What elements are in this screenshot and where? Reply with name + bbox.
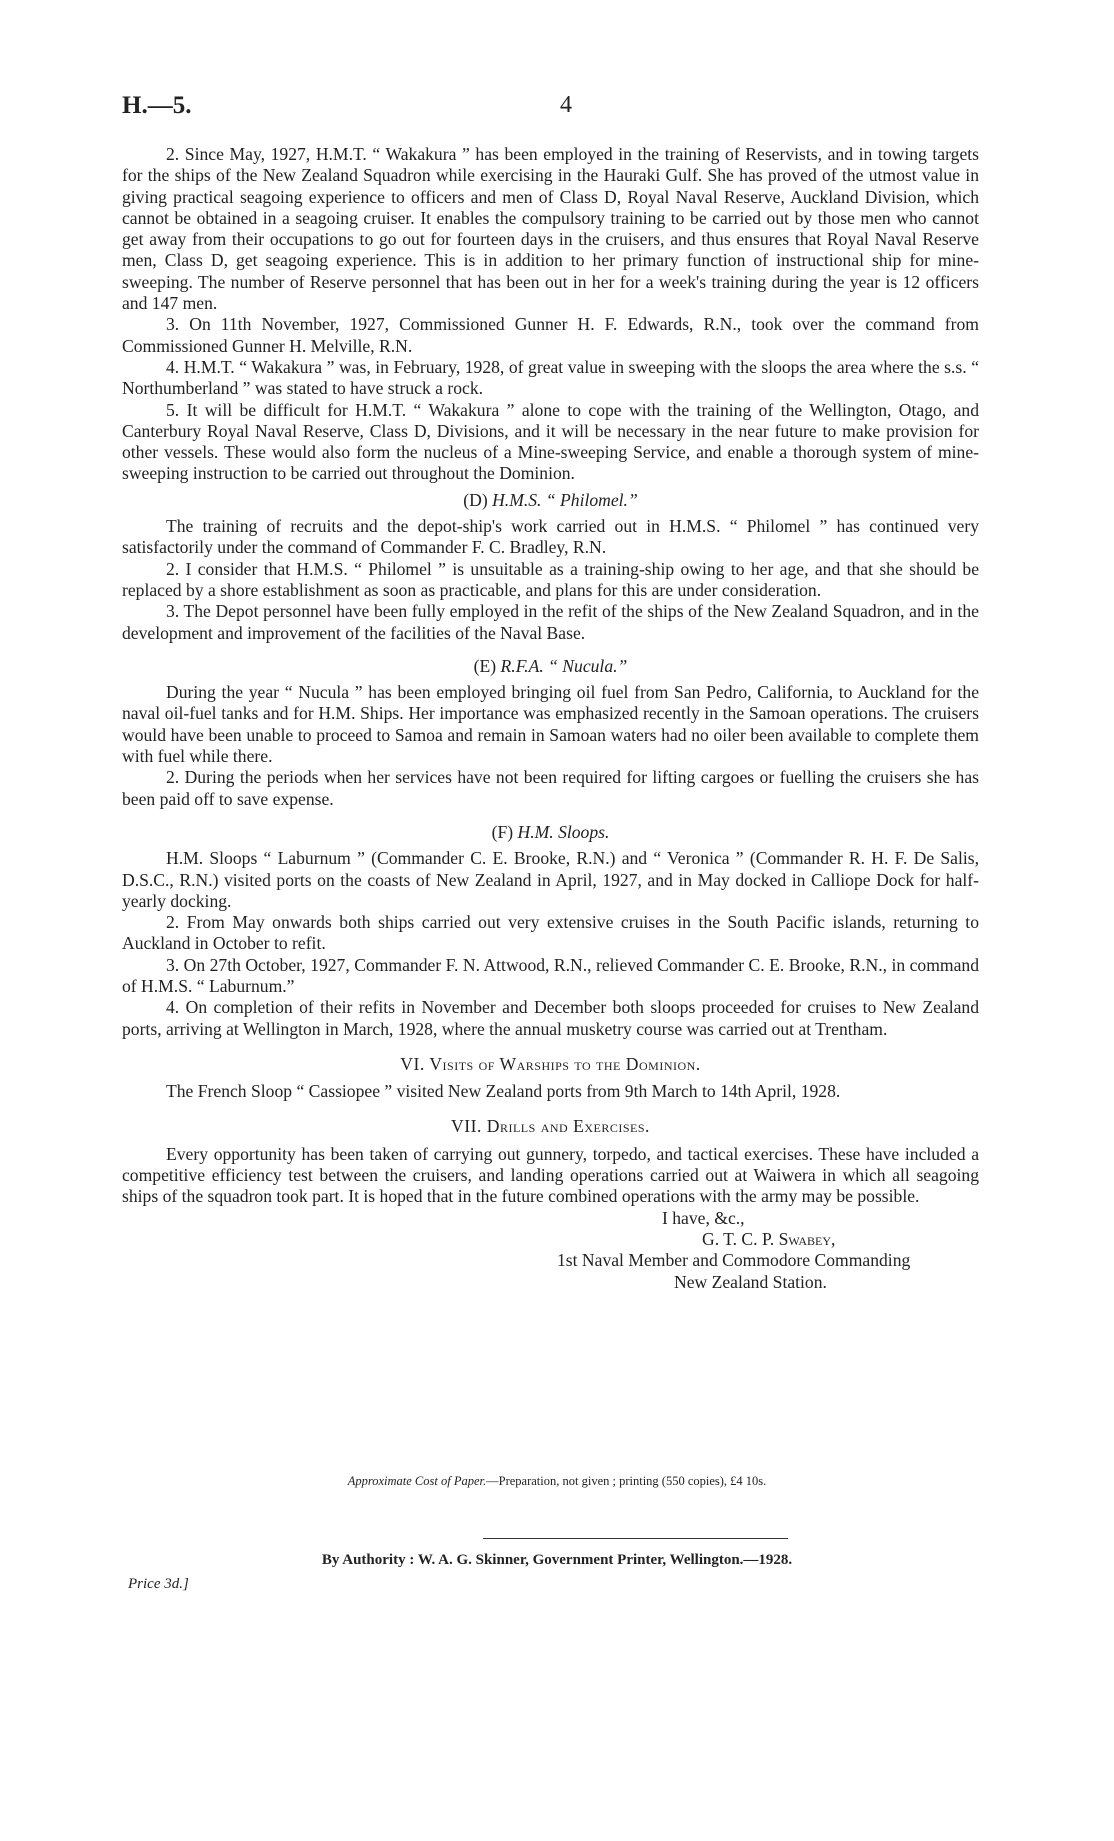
heading-title: R.F.A. “ Nucula.” <box>500 655 628 676</box>
document-body <box>122 144 979 1293</box>
authority-label: By Authority : <box>321 1552 415 1568</box>
heading-prefix: (F) <box>491 821 514 842</box>
paragraph: 4. H.M.T. “ Wakakura ” was, in February, 1928, of great value in sweeping with the sloops the area where the s.s. “ Northumberland ” was stated to have struck a rock. <box>122 356 979 399</box>
signature-greeting: I have, &c., <box>662 1207 745 1228</box>
paragraph: 3. On 27th October, 1927, Commander F. N. Attwood, R.N., relieved Commander C. E. Brooke, R.N., in command of H.M.S. “ Laburnum.” <box>122 954 979 996</box>
cost-note <box>0 1474 1114 1489</box>
heading-title: H.M. Sloops. <box>517 821 610 842</box>
paragraph: 2. From May onwards both ships carried out very extensive cruises in the South Pacific islands, returning to Auckland in October to refit. <box>122 912 979 954</box>
paragraph: H.M. Sloops “ Laburnum ” (Commander C. E. Brooke, R.N.) and “ Veronica ” (Commander R. H. F. De Salis, D.S.C., R.N.) visited ports on the coasts of New Zealand in April, 1927, and in May docked in Calliope Dock for half-yearly docking. <box>122 848 979 911</box>
footer-divider <box>483 1538 788 1539</box>
document-reference: H.—5. <box>122 92 192 119</box>
paragraph: During the year “ Nucula ” has been employed bringing oil fuel from San Pedro, California, to Auckland for the naval oil-fuel tanks and for H.M. Ships. Her importance was emphasized recently in the Samoan operations. The cruisers would have been unable to proceed to Samoa and remain in Samoan waters had no oiler been available to complete them with fuel while there. <box>122 682 979 767</box>
price-label: Price 3d.] <box>128 1576 189 1592</box>
paragraph: 5. It will be difficult for H.M.T. “ Wakakura ” alone to cope with the training of the Wellington, Otago, and Canterbury Royal Naval Reserve, Class D, Divisions, and it will be necessary in the near future to make provision for other vessels. These would also form the nucleus of a Mine-sweeping Service, and enable a thorough system of mine-sweeping instruction to be carried out throughout the Dominion. <box>122 399 979 484</box>
paragraph: 2. Since May, 1927, H.M.T. “ Wakakura ” has been employed in the training of Reservists, and in towing targets for the ships of the New Zealand Squadron while exercising in the Hauraki Gulf. She has proved of the utmost value in giving practical seagoing experience to officers and men of Class D, Royal Naval Reserve, Auckland Division, which cannot be obtained in a seagoing cruiser. It enables the compulsory training to be carried out by those men who cannot get away from their occupations to go out for fourteen days in the cruisers, and thus ensures that Royal Naval Reserve men, Class D, get seagoing experience. This is in addition to her primary function of instructional ship for mine-sweeping. The number of Reserve personnel that has been out in her for a week's training during the year is 12 officers and 147 men. <box>122 144 979 314</box>
heading-prefix: (D) <box>463 489 488 510</box>
signature-station: New Zealand Station. <box>674 1271 827 1292</box>
section-heading-vii: VII. Drills and Exercises. <box>451 1116 650 1137</box>
paragraph: 3. The Depot personnel have been fully employed in the refit of the ships of the New Zealand Squadron, and in the development and improvement of the facilities of the Naval Base. <box>122 601 979 643</box>
cost-text: —Preparation, not given ; printing (550 copies), £4 10s. <box>486 1474 767 1488</box>
page-number: 4 <box>560 92 572 118</box>
paragraph: The training of recruits and the depot-ship's work carried out in H.M.S. “ Philomel ” has continued very satisfactorily under the command of Commander F. C. Bradley, R.N. <box>122 516 979 558</box>
paragraph: 4. On completion of their refits in November and December both sloops proceeded for cruises to New Zealand ports, arriving at Wellington in March, 1928, where the annual musketry course was carried out at Trentham. <box>122 997 979 1039</box>
paragraph: The French Sloop “ Cassiopee ” visited New Zealand ports from 9th March to 14th April, 1928. <box>166 1081 841 1102</box>
heading-prefix: (E) <box>473 655 497 676</box>
paragraph: 2. I consider that H.M.S. “ Philomel ” is unsuitable as a training-ship owing to her age, and that she should be replaced by a shore establishment as soon as practicable, and plans for this are under consideration. <box>122 558 979 600</box>
paragraph: 3. On 11th November, 1927, Commissioned Gunner H. F. Edwards, R.N., took over the command from Commissioned Gunner H. Melville, R.N. <box>122 314 979 356</box>
paragraph: 2. During the periods when her services have not been required for lifting cargoes or fuelling the cruisers she has been paid off to save expense. <box>122 767 979 809</box>
signature-name: G. T. C. P. Swabey, <box>702 1228 836 1249</box>
heading-title: H.M.S. “ Philomel.” <box>492 489 638 510</box>
printer-name: W. A. G. Skinner, Government Printer, Wellington.—1928. <box>417 1552 793 1568</box>
subsection-heading-d <box>122 490 979 511</box>
subsection-heading-f <box>122 822 979 843</box>
cost-label: Approximate Cost of Paper. <box>347 1474 487 1488</box>
paragraph: Every opportunity has been taken of carrying out gunnery, torpedo, and tactical exercises. These have included a competitive efficiency test between the cruisers, and landing operations carried out at Waiwera in which all seagoing ships of the squadron took part. It is hoped that in the future combined operations with the army may be possible. <box>122 1143 979 1207</box>
signature-block <box>122 1208 979 1293</box>
signature-title: 1st Naval Member and Commodore Commanding <box>557 1250 911 1271</box>
section-heading-vi: VI. Visits of Warships to the Dominion. <box>400 1053 701 1074</box>
subsection-heading-e <box>122 656 979 677</box>
printer-imprint <box>0 1552 1114 1569</box>
